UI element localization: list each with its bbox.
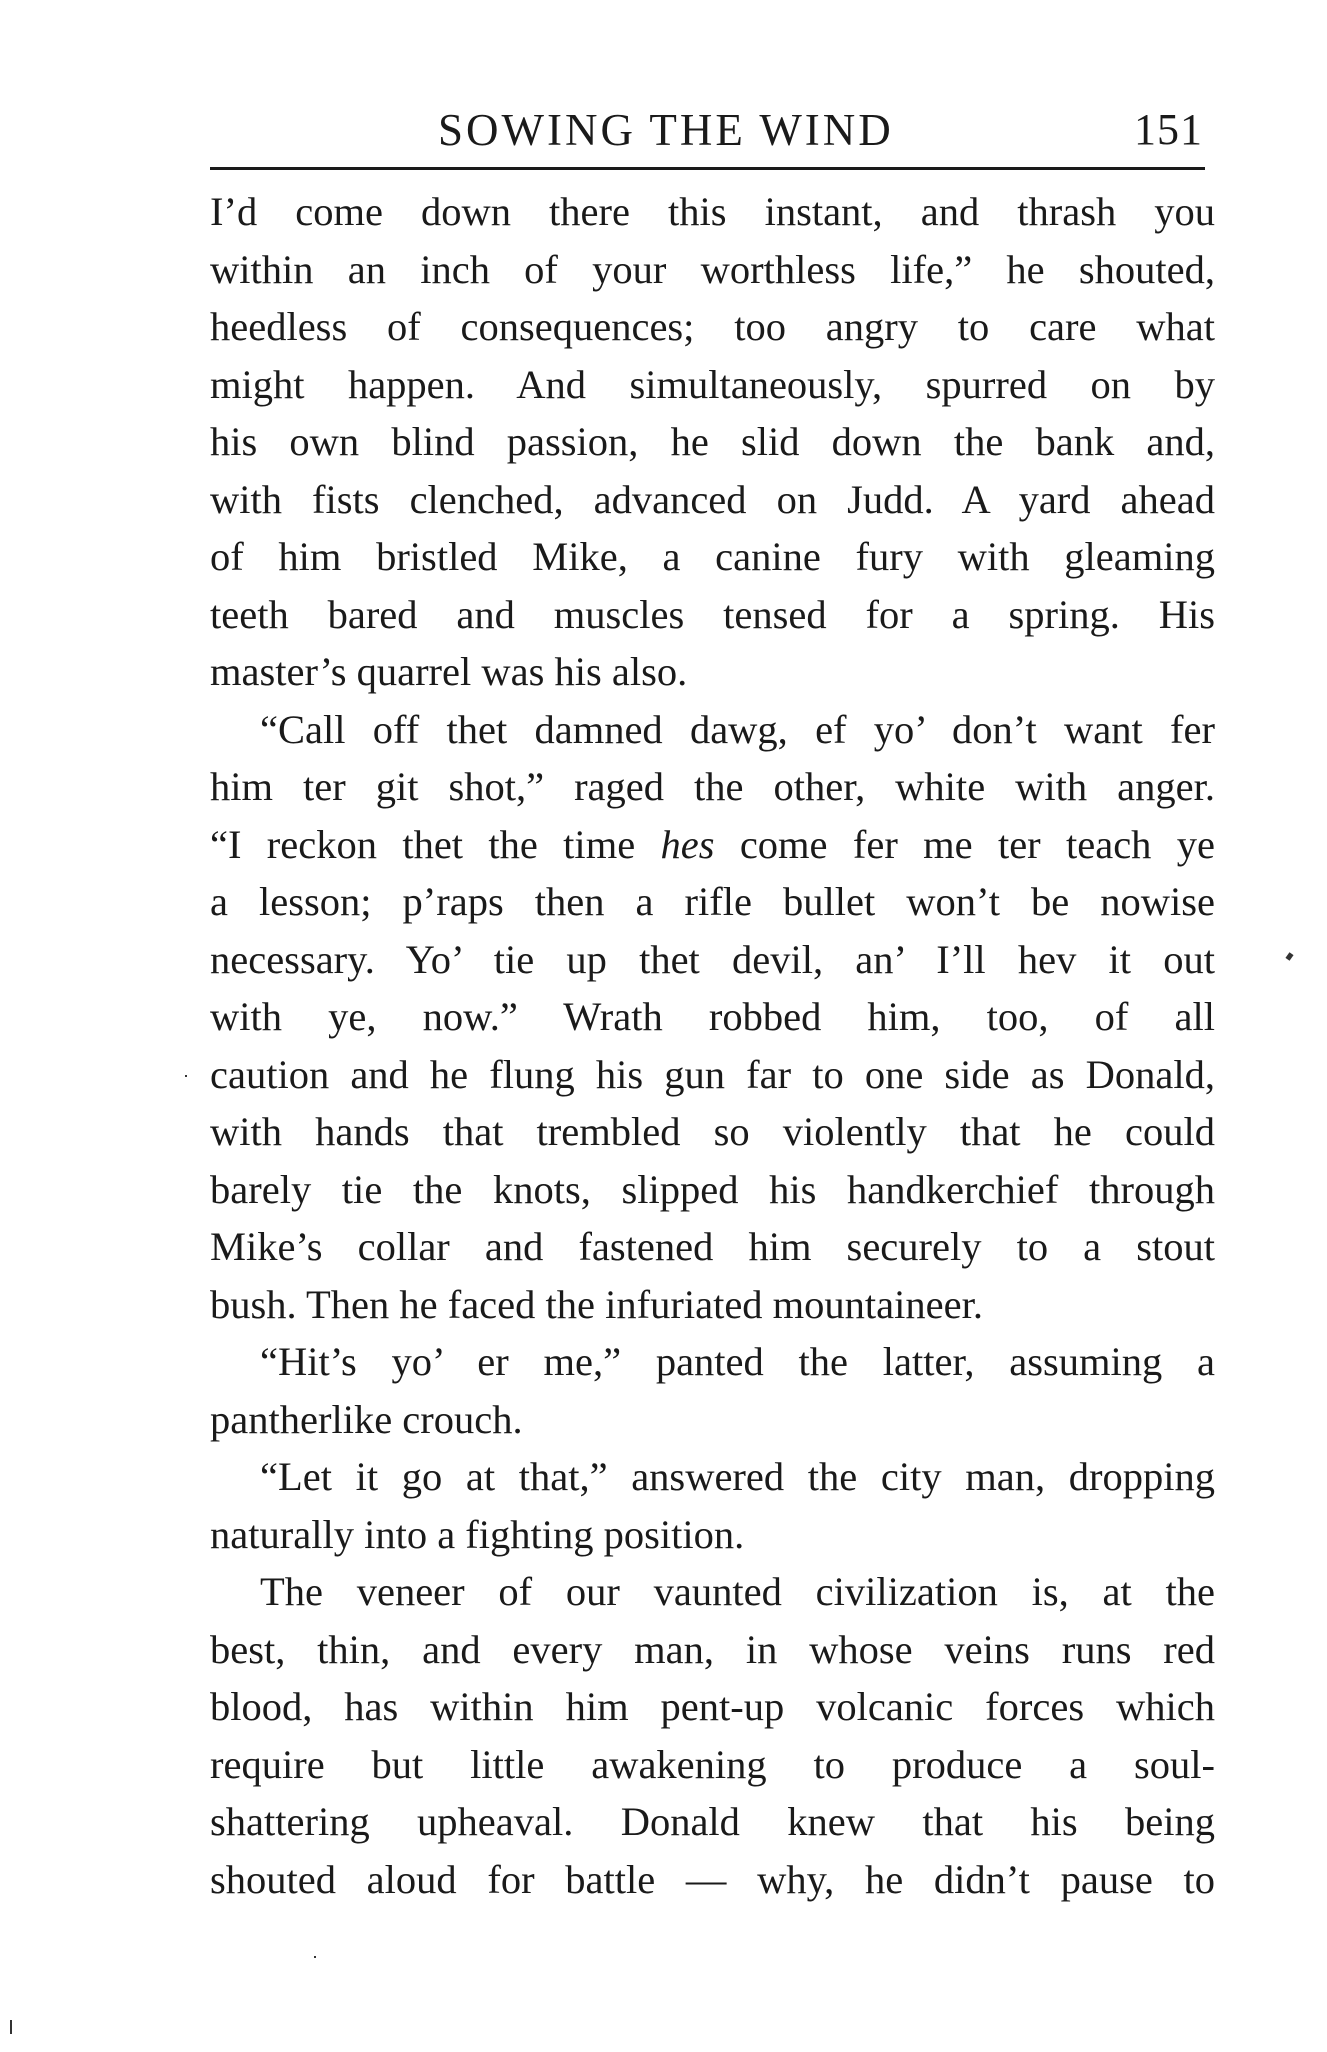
text-line: master’s quarrel was his also. xyxy=(210,649,688,694)
text-line: naturally into a fighting position. xyxy=(210,1511,745,1557)
scan-speck xyxy=(10,2020,12,2034)
paragraph xyxy=(210,1333,1215,1448)
text-line: blood, has within him pent-up volcanic forces which xyxy=(210,1684,1215,1729)
scan-speck xyxy=(314,1956,316,1958)
text-line: I’d come down there this instant, and thrash you xyxy=(210,189,1215,234)
text-line: his own blind passion, he slid down the bank and, xyxy=(210,419,1215,464)
text-line: best, thin, and every man, in whose veins runs red xyxy=(210,1626,1215,1672)
text-line: teeth bared and muscles tensed for a spring. His xyxy=(210,591,1215,637)
paragraph xyxy=(210,1563,1215,1908)
text-line: Mike’s collar and fastened him securely to a stout xyxy=(210,1224,1215,1269)
text-line: within an inch of your worthless life,” he shouted, xyxy=(210,246,1215,292)
scan-speck xyxy=(1285,952,1293,961)
text-line: with fists clenched, advanced on Judd. A yard ahead xyxy=(210,476,1215,522)
text-line: require but little awakening to produce a soul- xyxy=(210,1741,1215,1787)
text-line: with ye, now.” Wrath robbed him, too, of all xyxy=(210,994,1215,1039)
text-line: with hands that trembled so violently that he could xyxy=(210,1109,1215,1154)
page-number: 151 xyxy=(1134,105,1203,154)
running-head xyxy=(210,100,1205,160)
text-line: might happen. And simultaneously, spurred on by xyxy=(210,361,1215,407)
text-line: “I reckon thet the time hes come fer me ter teach ye xyxy=(210,821,1215,867)
text-line: necessary. Yo’ tie up thet devil, an’ I’ll hev it out xyxy=(210,936,1215,982)
text-line: “Let it go at that,” answered the city man, dropping xyxy=(260,1454,1215,1499)
text-line: The veneer of our vaunted civilization is, at the xyxy=(260,1569,1215,1614)
text-line: pantherlike crouch. xyxy=(210,1396,523,1442)
paragraph xyxy=(210,701,1215,1334)
body-text xyxy=(210,183,1215,1908)
text-line: caution and he flung his gun far to one side as Donald, xyxy=(210,1051,1215,1097)
text-line: him ter git shot,” raged the other, white with anger. xyxy=(210,764,1215,809)
text-line: of him bristled Mike, a canine fury with gleaming xyxy=(210,534,1215,579)
scan-speck xyxy=(185,1075,187,1077)
text-line: bush. Then he faced the infuriated mountaineer. xyxy=(210,1281,983,1327)
text-line: “Hit’s yo’ er me,” panted the latter, assuming a xyxy=(260,1339,1215,1384)
running-title: SOWING THE WIND xyxy=(438,105,894,155)
text-line: shouted aloud for battle — why, he didn’t pause to xyxy=(210,1856,1215,1902)
text-line: shattering upheaval. Donald knew that his being xyxy=(210,1799,1215,1844)
text-line: heedless of consequences; too angry to care what xyxy=(210,304,1215,349)
text-line: “Call off thet damned dawg, ef yo’ don’t want fer xyxy=(260,706,1215,752)
header-rule xyxy=(210,167,1205,170)
text-line: a lesson; p’raps then a rifle bullet won’t be nowise xyxy=(210,879,1215,924)
paragraph xyxy=(210,1448,1215,1563)
paragraph xyxy=(210,183,1215,701)
text-line: barely tie the knots, slipped his handkerchief through xyxy=(210,1166,1215,1212)
italic-word: hes xyxy=(660,821,715,867)
